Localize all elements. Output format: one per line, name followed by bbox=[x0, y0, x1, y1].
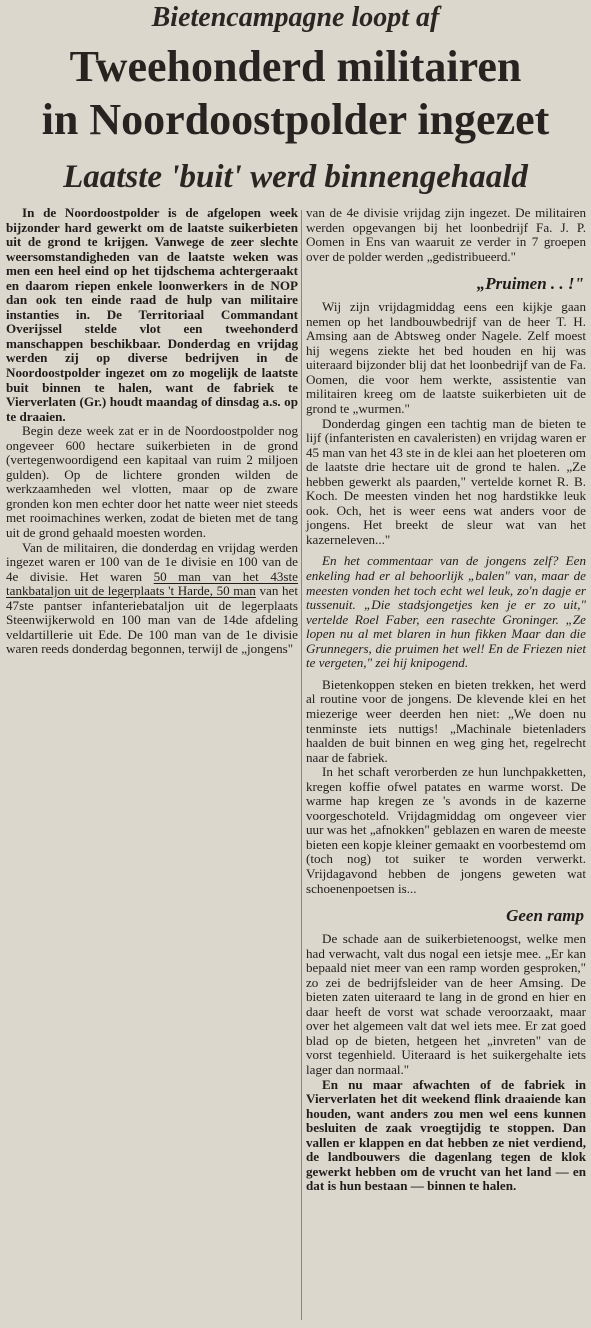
paragraph-bietenkoppen: Bietenkoppen steken en bieten trekken, het werd al routine voor de jongens. De klevende klei en het miezerige weer deerden hen niet: „We doen nu tenminste iets nuttigs! „Machinale bietenladers haalden de buit binnen en weg ging het, regelrecht naar de fabriek. bbox=[306, 676, 586, 765]
subheadline: Laatste 'buit' werd binnengehaald bbox=[63, 159, 528, 195]
paragraph-schade: De schade aan de suikerbietenoogst, welke men had verwacht, valt dus nogal een ietsje mee. „Er kan bepaald niet meer van een ramp worden gesproken," zo zei de bedrijfsleider van de heer Amsing. De bieten zaten uiteraard te lang in de grond en hier en daar heeft de vorst wat schade veroorzaakt, maar over het algemeen valt dat wel iets mee. Er zat goed blad op de bieten, hetgeen het „invreten" van de vorst tegenhield. Uiteraard is het suikergehalte iets lager dan normaal." bbox=[306, 931, 586, 1077]
paragraph-afwachten: En nu maar afwachten of de fabriek in Vierverlaten het dit weekend flink draaiende kan houden, want anders zou men wel eens kunnen besluiten de zaak vroegtijdig te stoppen. Dan vallen er klappen en dat hebben ze niet verdiend, de landbouwers die dagenlang tegen de klok gewerkt hebben om de vrucht van het land — en dat is hun bestaan — binnen te halen. bbox=[306, 1076, 586, 1194]
paragraph-vrijdag: Wij zijn vrijdagmiddag eens een kijkje gaan nemen op het landbouwbedrijf van de heer T. H. Amsing aan de Abtsweg onder Nagele. Zelf moest hij wegens ziekte het bed houden en hij was uiteraard bijzonder blij dat het loonbedrijf van de Fa. Oomen, die voor hem werkte, assistentie van militairen kreeg om de laatste suikerbieten uit de grond te „wurmen." bbox=[306, 299, 586, 417]
right-column bbox=[306, 206, 586, 1194]
headline-line-1: Tweehonderd militairen bbox=[69, 42, 522, 91]
paragraph-militairen-b: van het 47ste pantser infanteriebataljon uit de legerplaats Steenwijkerwold en 100 man van de 14de afdeling veldartillerie uit Ede. De 100 man van de 1e divisie waren reeds donderdag begonnen, terwijl de „jongens" bbox=[6, 583, 299, 657]
paragraph-militairen-a: Van de militairen, die donderdag en vrijdag werden ingezet waren er 100 van de 1e divisie en 100 van de 4e divisie. Het waren bbox=[6, 539, 298, 584]
paragraph-schaft: In het schaft verorberden ze hun lunchpakketten, kregen koffie ofwel patates en warme worst. De warme hap kregen ze 's avonds in de kazerne voorgeschoteld. Vrijdagmiddag om ongeveer vier uur was het „afnokken" geblazen en waren de meeste bieten een kopje kleiner gemaakt en voorbestemd om (toch nog) tot suiker te worden verwerkt. Vrijdagavond hebben de jongens geweten wat schoenenpoetsen is... bbox=[306, 764, 586, 896]
kicker: Bietencampagne loopt af bbox=[151, 2, 440, 33]
headline-line-2: in Noordoostpolder ingezet bbox=[41, 95, 550, 144]
paragraph-commentaar: En het commentaar van de jongens zelf? Een enkeling had er al behoorlijk „balen" van, maar de meesten vonden het toch echt wel leuk, zo'n dagje er tussenuit. „Die stadsjongetjes ken je er zo uit," vertelde Roel Faber, een rasechte Groninger. „Ze lopen nu al met blaren in hun fikken Maar dan die Grunnegers, die pruimen het wel! En de Friezen niet te vergeten," zei hij knipogend. bbox=[306, 553, 586, 671]
section-heading-geen-ramp: Geen ramp bbox=[506, 906, 584, 926]
headline bbox=[0, 40, 591, 146]
paragraph-militairen bbox=[6, 541, 298, 657]
column-divider bbox=[301, 210, 302, 1320]
paragraph-militairen-underlined: 50 man van het 43ste tankbataljon uit de legerplaats 't Harde, 50 man bbox=[6, 568, 298, 599]
paragraph-begin: Begin deze week zat er in de Noordoostpolder nog ongeveer 600 hectare suikerbieten in de grond (vertegenwoordigend een kapitaal van ruim 2 miljoen gulden). Op de lichtere gronden wilden de werkzaamheden wel vlotten, maar op de zware gronden kon men echter door het natte weer niet steeds met rooimachines werken, zodat de bieten met de tang uit de grond gehaald moesten worden. bbox=[6, 423, 298, 541]
left-column bbox=[6, 206, 298, 657]
section-heading-pruimen: „Pruimen . . !" bbox=[476, 274, 584, 294]
lead-paragraph: In de Noordoostpolder is de afgelopen week bijzonder hard gewerkt om de laatste suikerbieten uit de grond te krijgen. Vanwege de zeer slechte weersomstandigheden van de laatste weken was men een heel eind op het tijdschema achtergeraakt en daarom riepen enkele loonwerkers in de NOP dan ook ten einde raad de hulp van militaire instanties in. De Territoriaal Commandant Overijssel stelde vlot een tweehonderd manschappen beschikbaar. Donderdag en vrijdag werden zij op diverse bedrijven in de Noordoostpolder ingezet om zo mogelijk de laatste buit binnen te halen, want de fabriek te Vierverlaten (Gr.) houdt maandag of dinsdag a.s. op te draaien. bbox=[6, 205, 298, 424]
paragraph-donderdag: Donderdag gingen een tachtig man de bieten te lijf (infanteristen en cavaleristen) en vrijdag waren er 45 man van het 43 ste in de klei aan het ploeteren om de laatste drie hectare uit de grond te halen. „Ze hebben gewerkt als paarden," vertelde kornet R. B. Koch. De meesten vinden het nog hardstikke leuk ook. Och, het is weer eens wat anders voor de jongens. Het breekt de sleur wat van het kazerneleven..." bbox=[306, 415, 586, 547]
paragraph-continued: van de 4e divisie vrijdag zijn ingezet. De militairen werden opgevangen bij het loonbedrijf Fa. J. P. Oomen in Ens van waaruit ze verder in 7 groepen over de polder werden „gedistribueerd." bbox=[306, 205, 586, 264]
